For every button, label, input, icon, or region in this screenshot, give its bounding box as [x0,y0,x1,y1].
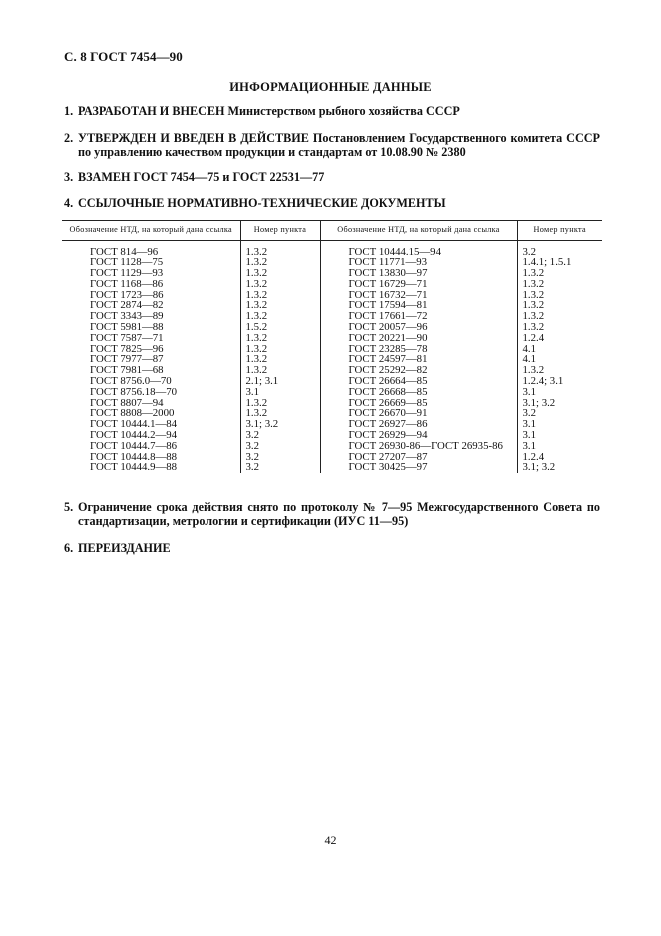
cell-clause: 3.2 [517,240,602,257]
cell-document: ГОСТ 1723—86 [90,288,164,301]
cell-document: ГОСТ 7977—87 [90,353,164,366]
cell-document: ГОСТ 10444.15—94 [320,240,517,257]
cell-document: ГОСТ 7981—68 [90,364,164,377]
page-header: С. 8 ГОСТ 7454—90 [64,49,183,64]
table-row [62,462,602,473]
cell-document: ГОСТ 26668—85 [320,387,517,398]
cell-clause: 1.3.2 [517,279,602,290]
cell-document: ГОСТ 3343—89 [90,310,164,323]
item-number: 2. [64,131,74,145]
cell-document: ГОСТ 23285—78 [320,344,517,355]
cell-clause: 1.3.2 [517,290,602,301]
cell-document: ГОСТ 7587—71 [90,331,164,344]
cell-clause: 1.2.4 [517,452,602,463]
cell-clause: 1.3.2 [240,300,320,311]
cell-document: ГОСТ 20221—90 [320,333,517,344]
cell-document: ГОСТ 10444.9—88 [90,461,178,474]
info-item-5 [64,500,600,528]
cell-document: ГОСТ 26669—85 [320,398,517,409]
cell-document: ГОСТ 17594—81 [320,300,517,311]
cell-clause: 3.1 [517,387,602,398]
cell-clause: 1.3.2 [240,398,320,409]
item-text: ПЕРЕИЗДАНИЕ [78,541,171,555]
cell-clause: 3.1; 3.2 [517,398,602,409]
cell-document: ГОСТ 814—96 [90,245,159,258]
cell-clause: 3.1; 3.2 [240,419,320,430]
item-number: 3. [64,170,74,184]
cell-clause: 1.3.2 [240,365,320,376]
column-header-document: Обозначение НТД, на который дана ссылка [320,221,517,241]
cell-clause: 4.1 [517,354,602,365]
cell-clause: 1.3.2 [240,408,320,419]
cell-clause: 1.3.2 [517,300,602,311]
cell-document: ГОСТ 13830—97 [320,268,517,279]
cell-document: ГОСТ 27207—87 [320,452,517,463]
column-header-document: Обозначение НТД, на который дана ссылка [62,221,240,241]
references-table [62,220,602,473]
item-number: 6. [64,541,74,555]
cell-clause: 1.3.2 [240,257,320,268]
cell-document: ГОСТ 5981—88 [90,321,164,334]
cell-clause: 1.3.2 [240,311,320,322]
cell-clause: 1.3.2 [517,365,602,376]
cell-clause: 1.3.2 [240,344,320,355]
cell-clause: 1.3.2 [517,268,602,279]
info-item-6 [64,541,600,555]
column-header-clause: Номер пункта [240,221,320,241]
cell-clause: 1.3.2 [240,279,320,290]
cell-clause: 1.2.4; 3.1 [517,376,602,387]
cell-clause: 3.1 [240,387,320,398]
cell-clause: 3.2 [240,430,320,441]
cell-clause: 1.4.1; 1.5.1 [517,257,602,268]
cell-clause: 1.3.2 [240,354,320,365]
cell-document: ГОСТ 1168—86 [90,277,164,290]
cell-document: ГОСТ 1129—93 [90,267,164,280]
item-number: 5. [64,500,74,514]
cell-clause: 1.3.2 [240,268,320,279]
cell-document: ГОСТ 24597—81 [320,354,517,365]
info-item-2 [64,131,600,159]
cell-clause: 3.2 [240,441,320,452]
page-number: 42 [324,833,337,847]
cell-document: ГОСТ 2874—82 [90,299,164,312]
cell-document: ГОСТ 26929—94 [320,430,517,441]
cell-document: ГОСТ 7825—96 [90,342,164,355]
cell-clause: 3.1 [517,441,602,452]
cell-document: ГОСТ 8756.0—70 [90,375,172,388]
cell-clause: 3.2 [517,408,602,419]
cell-document: ГОСТ 8808—2000 [90,407,175,420]
cell-clause: 3.1; 3.2 [517,462,602,473]
cell-clause: 1.5.2 [240,322,320,333]
item-text: РАЗРАБОТАН И ВНЕСЕН Министерством рыбного хозяйства СССР [78,104,460,118]
item-text: ВЗАМЕН ГОСТ 7454—75 и ГОСТ 22531—77 [78,170,325,184]
cell-clause: 1.2.4 [517,333,602,344]
item-number: 1. [64,104,74,118]
item-number: 4. [64,196,74,210]
cell-document: ГОСТ 26930-86—ГОСТ 26935-86 [320,441,517,452]
cell-document: ГОСТ 17661—72 [320,311,517,322]
cell-clause: 2.1; 3.1 [240,376,320,387]
cell-document: ГОСТ 10444.1—84 [90,418,178,431]
info-item-3 [64,170,600,184]
cell-clause: 1.3.2 [517,311,602,322]
cell-document: ГОСТ 16729—71 [320,279,517,290]
cell-document: ГОСТ 16732—71 [320,290,517,301]
table-row [62,240,602,257]
cell-document: ГОСТ 10444.7—86 [90,439,178,452]
cell-document: ГОСТ 20057—96 [320,322,517,333]
cell-clause: 3.1 [517,419,602,430]
cell-clause: 3.2 [240,452,320,463]
cell-document: ГОСТ 30425—97 [320,462,517,473]
cell-document: ГОСТ 26664—85 [320,376,517,387]
cell-document: ГОСТ 8756.18—70 [90,385,178,398]
cell-clause: 4.1 [517,344,602,355]
item-text: Ограничение срока действия снято по протоколу № 7—95 Межгосударственного Совета по стандартизации, метрологии и сертификации (ИУС 11—95) [78,500,600,528]
cell-document: ГОСТ 1128—75 [90,256,164,269]
item-text: УТВЕРЖДЕН И ВВЕДЕН В ДЕЙСТВИЕ Постановлением Государственного комитета СССР по управлению качеством продукции и стандартам от 10.08.90 № 2380 [78,131,600,159]
cell-document: ГОСТ 11771—93 [320,257,517,268]
cell-document: ГОСТ 26670—91 [320,408,517,419]
item-text: ССЫЛОЧНЫЕ НОРМАТИВНО-ТЕХНИЧЕСКИЕ ДОКУМЕНТЫ [78,196,446,210]
cell-document: ГОСТ 10444.8—88 [90,450,178,463]
cell-document: ГОСТ 25292—82 [320,365,517,376]
section-title: ИНФОРМАЦИОННЫЕ ДАННЫЕ [229,80,432,94]
cell-clause: 1.3.2 [240,290,320,301]
cell-document: ГОСТ 26927—86 [320,419,517,430]
cell-clause: 1.3.2 [517,322,602,333]
cell-document: ГОСТ 8807—94 [90,396,164,409]
table-header-row [62,221,602,241]
column-header-clause: Номер пункта [517,221,602,241]
table-body [62,240,602,473]
cell-document: ГОСТ 10444.2—94 [90,429,178,442]
info-item-4 [64,196,600,210]
cell-clause: 1.3.2 [240,333,320,344]
cell-clause: 3.1 [517,430,602,441]
info-item-1 [64,104,600,118]
cell-clause: 3.2 [240,462,320,473]
cell-clause: 1.3.2 [240,240,320,257]
